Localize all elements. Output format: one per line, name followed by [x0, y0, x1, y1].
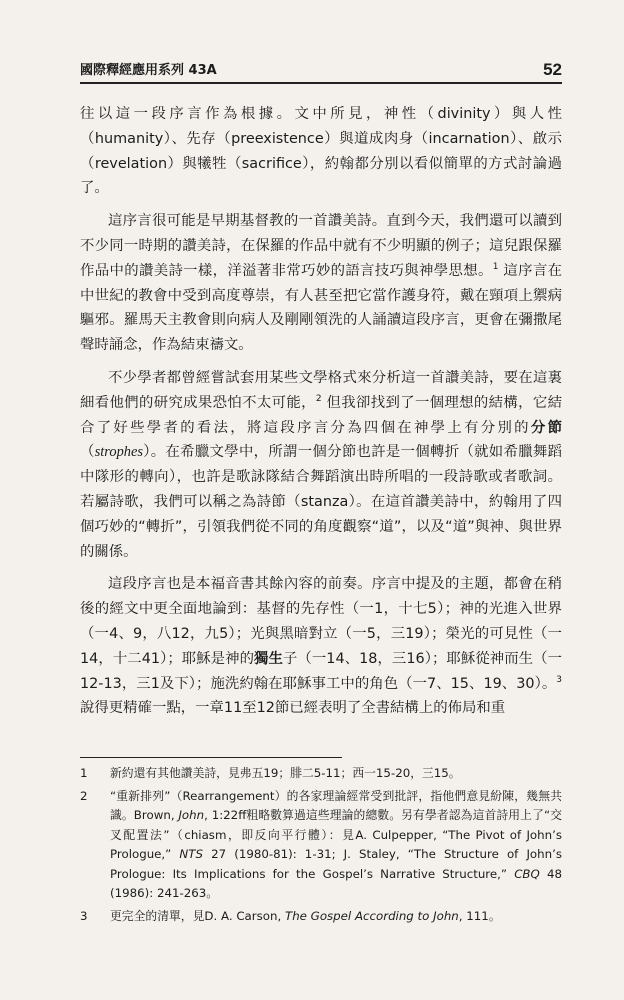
italic-term: strophes: [94, 444, 143, 461]
footnote-text: 新約還有其他讚美詩，見弗五19；腓二5-11；西一15-20，三15。: [110, 766, 461, 780]
footnote-1: [80, 764, 562, 784]
footnote-2: [80, 787, 562, 904]
paragraph-1: 往以這一段序言作為根據。文中所見，神性（divinity）與人性（humanity）、先存（preexistence）與道成肉身（incarnation）、啟示（revelation）與犧牲（sacrifice），約翰都分別以看似簡單的方式討論過了。: [80, 106, 562, 197]
footnote-number: 1: [80, 766, 88, 780]
footnote-number: 2: [80, 788, 88, 803]
bold-term: 獨生: [254, 650, 283, 667]
footnote-number: 3: [80, 908, 88, 923]
footnote-ref-3[interactable]: 3: [556, 674, 562, 685]
bold-term: 分節: [530, 419, 562, 436]
footnote-ref-2[interactable]: 2: [315, 393, 322, 404]
footnote-3: [80, 907, 562, 927]
footnote-text: 更完全的清單，見D. A. Carson, The Gospel According to John, 111。: [110, 908, 501, 923]
footnote-text: “重新排列”（Rearrangement）的各家理論經常受到批評，指他們意見紛陳，幾無共識。Brown, John, 1:22ff粗略數算過這些理論的總數。另有學者認為這首詩用上了“交叉配置法”（chiasm，即反向平行體）：見A. Culpepper, “The Pivot of John’s Prologue,” NTS 27 (1980-81): 1-31; J. Staley, “The Structure of John’s Prologue: Its Implications for the Gospel’s Narrative Structure,” CBQ 48 (1986): 241-263。: [110, 788, 562, 900]
page-number: 52: [543, 60, 562, 79]
footnotes: [80, 764, 562, 929]
paragraph-2: 這序言很可能是早期基督教的一首讚美詩。直到今天，我們還可以讀到不少同一時期的讚美詩，在保羅的作品中就有不少明顯的例子；這兒跟保羅作品中的讚美詩一樣，洋溢著非常巧妙的語言技巧與神學思想。$^1$ 這序言在中世紀的教會中受到高度尊崇，有人甚至把它當作護身符，戴在頸項上禦病驅邪。羅馬天主教會則向病人及剛剛領洗的人誦讀這段序言，更會在彌撒尾聲時誦念，作為結束禱文。: [80, 213, 562, 354]
main-text: [80, 102, 562, 729]
running-header: [80, 58, 562, 84]
footnote-ref-1[interactable]: 1: [492, 261, 499, 272]
footnote-divider: [80, 757, 342, 758]
paragraph-3: 不少學者都曾經嘗試套用某些文學格式來分析這一首讚美詩，要在這裏細看他們的研究成果恐怕不太可能，$^2$ 但我卻找到了一個理想的結構，它結合了好些學者的看法，將這段序言分為四個在神學上有分別的分節（strophes）。在希臘文學中，所謂一個分節也許是一個轉折（就如希臘舞蹈中隊形的轉向），也許是歌詠隊結合舞蹈演出時所唱的一段詩歌或者歌詞。若屬詩歌，我們可以稱之為詩節（stanza）。在這首讚美詩中，約翰用了四個巧妙的“轉折”，引領我們從不同的角度觀察“道”，以及“道”與神、與世界的關係。: [80, 369, 562, 560]
paragraph-4: 這段序言也是本福音書其餘內容的前奏。序言中提及的主題，都會在稍後的經文中更全面地論到：基督的先存性（一1，十七5）；神的光進入世界（一4、9，八12，九5）；光與黑暗對立（一5，三19）；榮光的可見性（一14，十二41）；耶穌是神的獨生子（一14、18，三16）；耶穌從神而生（一12-13，三1及下）；施洗約翰在耶穌事工中的角色（一7、15、19、30）。$^3$ 說得更精確一點，一章11至12節已經表明了全書結構上的佈局和重: [80, 576, 562, 717]
series-title: 國際釋經應用系列 43A: [80, 63, 217, 78]
